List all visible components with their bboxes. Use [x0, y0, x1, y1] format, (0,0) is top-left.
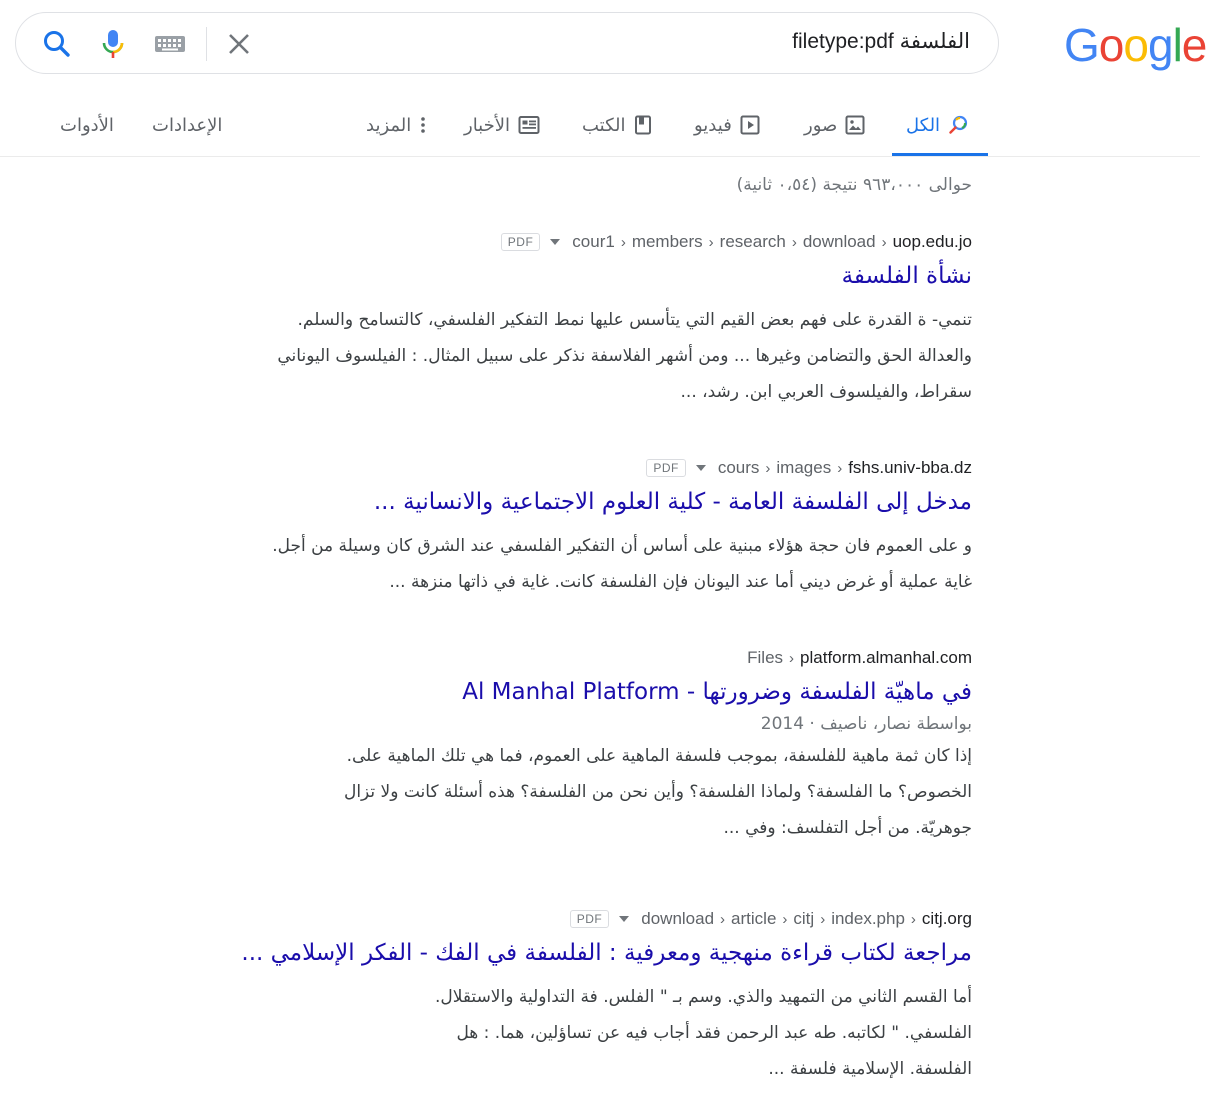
news-icon — [518, 115, 540, 135]
tab-images[interactable] — [804, 110, 865, 140]
result-title-link[interactable]: في ماهيّة الفلسفة وضرورتها - Al Manhal Platform — [462, 679, 972, 705]
result-title-link[interactable]: مدخل إلى الفلسفة العامة - كلية العلوم الاجتماعية والانسانية ... — [373, 489, 972, 515]
search-result — [152, 907, 972, 1087]
tab-videos[interactable] — [694, 110, 760, 140]
snippet-line: الخصوص؟ ما الفلسفة؟ ولماذا الفلسفة؟ وأين نحن من الفلسفة؟ هذه أسئلة كانت ولا تزال — [343, 782, 972, 802]
image-icon — [845, 115, 865, 135]
logo-letter: o — [1098, 19, 1124, 71]
result-title-link[interactable]: نشأة الفلسفة — [841, 263, 972, 289]
result-title-link[interactable]: مراجعة لكتاب قراءة منهجية ومعرفية : الفلسفة في الفك - الفكر الإسلامي ... — [241, 940, 972, 966]
result-snippet — [152, 528, 972, 600]
breadcrumb-separator-icon: › — [765, 459, 771, 477]
search-result — [152, 646, 972, 846]
google-logo[interactable] — [1064, 19, 1206, 71]
url-path-segment: download — [802, 232, 876, 251]
tab-images-label: صور — [804, 114, 838, 136]
result-domain: fshs.univ-bba.dz — [848, 458, 972, 477]
snippet-line: الفلسفة. الإسلامية فلسفة ... — [768, 1059, 972, 1079]
result-byline: بواسطة نصار، ناصيف · 2014 — [760, 714, 972, 734]
tools-link[interactable] — [60, 110, 114, 140]
tools-label: الأدوات — [60, 114, 114, 136]
breadcrumb-separator-icon: › — [881, 233, 887, 251]
video-icon — [740, 115, 760, 135]
breadcrumb-separator-icon: › — [782, 910, 788, 928]
breadcrumb-separator-icon: › — [708, 233, 714, 251]
logo-letter: e — [1181, 19, 1206, 71]
breadcrumb-separator-icon: › — [820, 910, 826, 928]
url-path-segment: article — [731, 909, 777, 928]
search-icon — [948, 114, 970, 136]
keyboard-icon[interactable] — [154, 33, 188, 59]
search-divider — [206, 27, 207, 61]
dropdown-arrow-icon[interactable] — [696, 465, 706, 471]
result-snippet — [152, 302, 972, 410]
url-path-segment: citj — [793, 909, 815, 928]
result-url[interactable] — [152, 907, 972, 931]
clear-icon[interactable] — [226, 31, 252, 61]
dropdown-arrow-icon[interactable] — [550, 239, 560, 245]
snippet-line: سقراط، والفيلسوف العربي ابن. رشد، ... — [680, 382, 972, 402]
logo-letter: G — [1064, 19, 1099, 71]
breadcrumb-separator-icon: › — [720, 910, 726, 928]
url-path-segment: research — [719, 232, 786, 251]
breadcrumb-separator-icon: › — [837, 459, 843, 477]
logo-letter: o — [1123, 19, 1148, 71]
snippet-line: إذا كان ثمة ماهية للفلسفة، بموجب فلسفة الماهية على العموم، فما هي تلك الماهية على. — [346, 746, 972, 766]
breadcrumb-separator-icon: › — [910, 910, 916, 928]
url-path-segment: cour1 — [572, 232, 615, 251]
tab-more-label: المزيد — [366, 114, 412, 136]
search-result — [152, 456, 972, 600]
pdf-badge: PDF — [646, 459, 686, 477]
url-path-segment: index.php — [831, 909, 905, 928]
dropdown-arrow-icon[interactable] — [619, 916, 629, 922]
search-result — [152, 230, 972, 410]
url-path-segment: cours — [717, 458, 760, 477]
snippet-line: غاية عملية أو غرض ديني أما عند اليونان فإن الفلسفة كانت. غاية في ذاتها منزهة ... — [389, 572, 972, 592]
snippet-line: أما القسم الثاني من التمهيد والذي. وسم بـ " الفلس. فة التداولية والاستقلال. — [434, 987, 972, 1007]
tab-all[interactable] — [906, 110, 970, 140]
tab-news-label: الأخبار — [464, 114, 511, 136]
result-stats: حوالى ٩٦٣،٠٠٠ نتيجة (٠،٥٤ ثانية) — [736, 175, 972, 195]
pdf-badge: PDF — [501, 233, 541, 251]
snippet-line: تنمي- ة القدرة على فهم بعض القيم التي يتأسس عليها نمط التفكير الفلسفي، كالتسامح والسلم. — [297, 310, 972, 330]
tab-books[interactable] — [582, 110, 652, 140]
search-icon[interactable] — [40, 27, 74, 65]
search-input[interactable]: filetype:pdf الفلسفة — [792, 30, 970, 53]
breadcrumb-separator-icon: › — [789, 649, 795, 667]
tab-all-label: الكل — [906, 114, 941, 136]
result-url[interactable] — [152, 230, 972, 254]
logo-letter: l — [1172, 19, 1182, 71]
snippet-line: و على العموم فان حجة هؤلاء مبنية على أساس أن التفكير الفلسفي عند الشرق كان وسيلة من أجل. — [272, 536, 972, 556]
url-path-segment: images — [776, 458, 832, 477]
url-path-segment: Files — [747, 648, 784, 667]
breadcrumb-separator-icon: › — [791, 233, 797, 251]
more-vert-icon — [419, 115, 427, 135]
snippet-line: جوهريّة. من أجل التفلسف: وفي ... — [723, 818, 972, 838]
book-icon — [634, 115, 652, 135]
tabs-divider — [0, 156, 1200, 157]
result-url[interactable] — [152, 456, 972, 480]
snippet-line: والعدالة الحق والتضامن وغيرها ... ومن أشهر الفلاسفة نذكر على سبيل المثال. : الفيلسوف اليوناني — [277, 346, 972, 366]
tab-books-label: الكتب — [582, 114, 626, 136]
logo-letter: g — [1147, 19, 1173, 71]
tab-more[interactable] — [366, 110, 427, 140]
result-url[interactable] — [152, 646, 972, 670]
url-path-segment: download — [641, 909, 715, 928]
breadcrumb-separator-icon: › — [620, 233, 626, 251]
result-domain: platform.almanhal.com — [800, 648, 972, 667]
result-domain: citj.org — [921, 909, 972, 928]
settings-label: الإعدادات — [152, 114, 223, 136]
url-path-segment: members — [631, 232, 703, 251]
result-snippet — [152, 738, 972, 846]
tab-news[interactable] — [464, 110, 540, 140]
result-domain: uop.edu.jo — [892, 232, 972, 251]
microphone-icon[interactable] — [98, 27, 128, 65]
search-box[interactable] — [15, 12, 999, 74]
tab-videos-label: فيديو — [694, 114, 732, 136]
settings-link[interactable] — [152, 110, 222, 140]
result-snippet — [152, 979, 972, 1087]
snippet-line: الفلسفي. " لكاتبه. طه عبد الرحمن فقد أجاب فيه عن تساؤلين، هما. : هل — [456, 1023, 972, 1043]
pdf-badge: PDF — [570, 910, 610, 928]
